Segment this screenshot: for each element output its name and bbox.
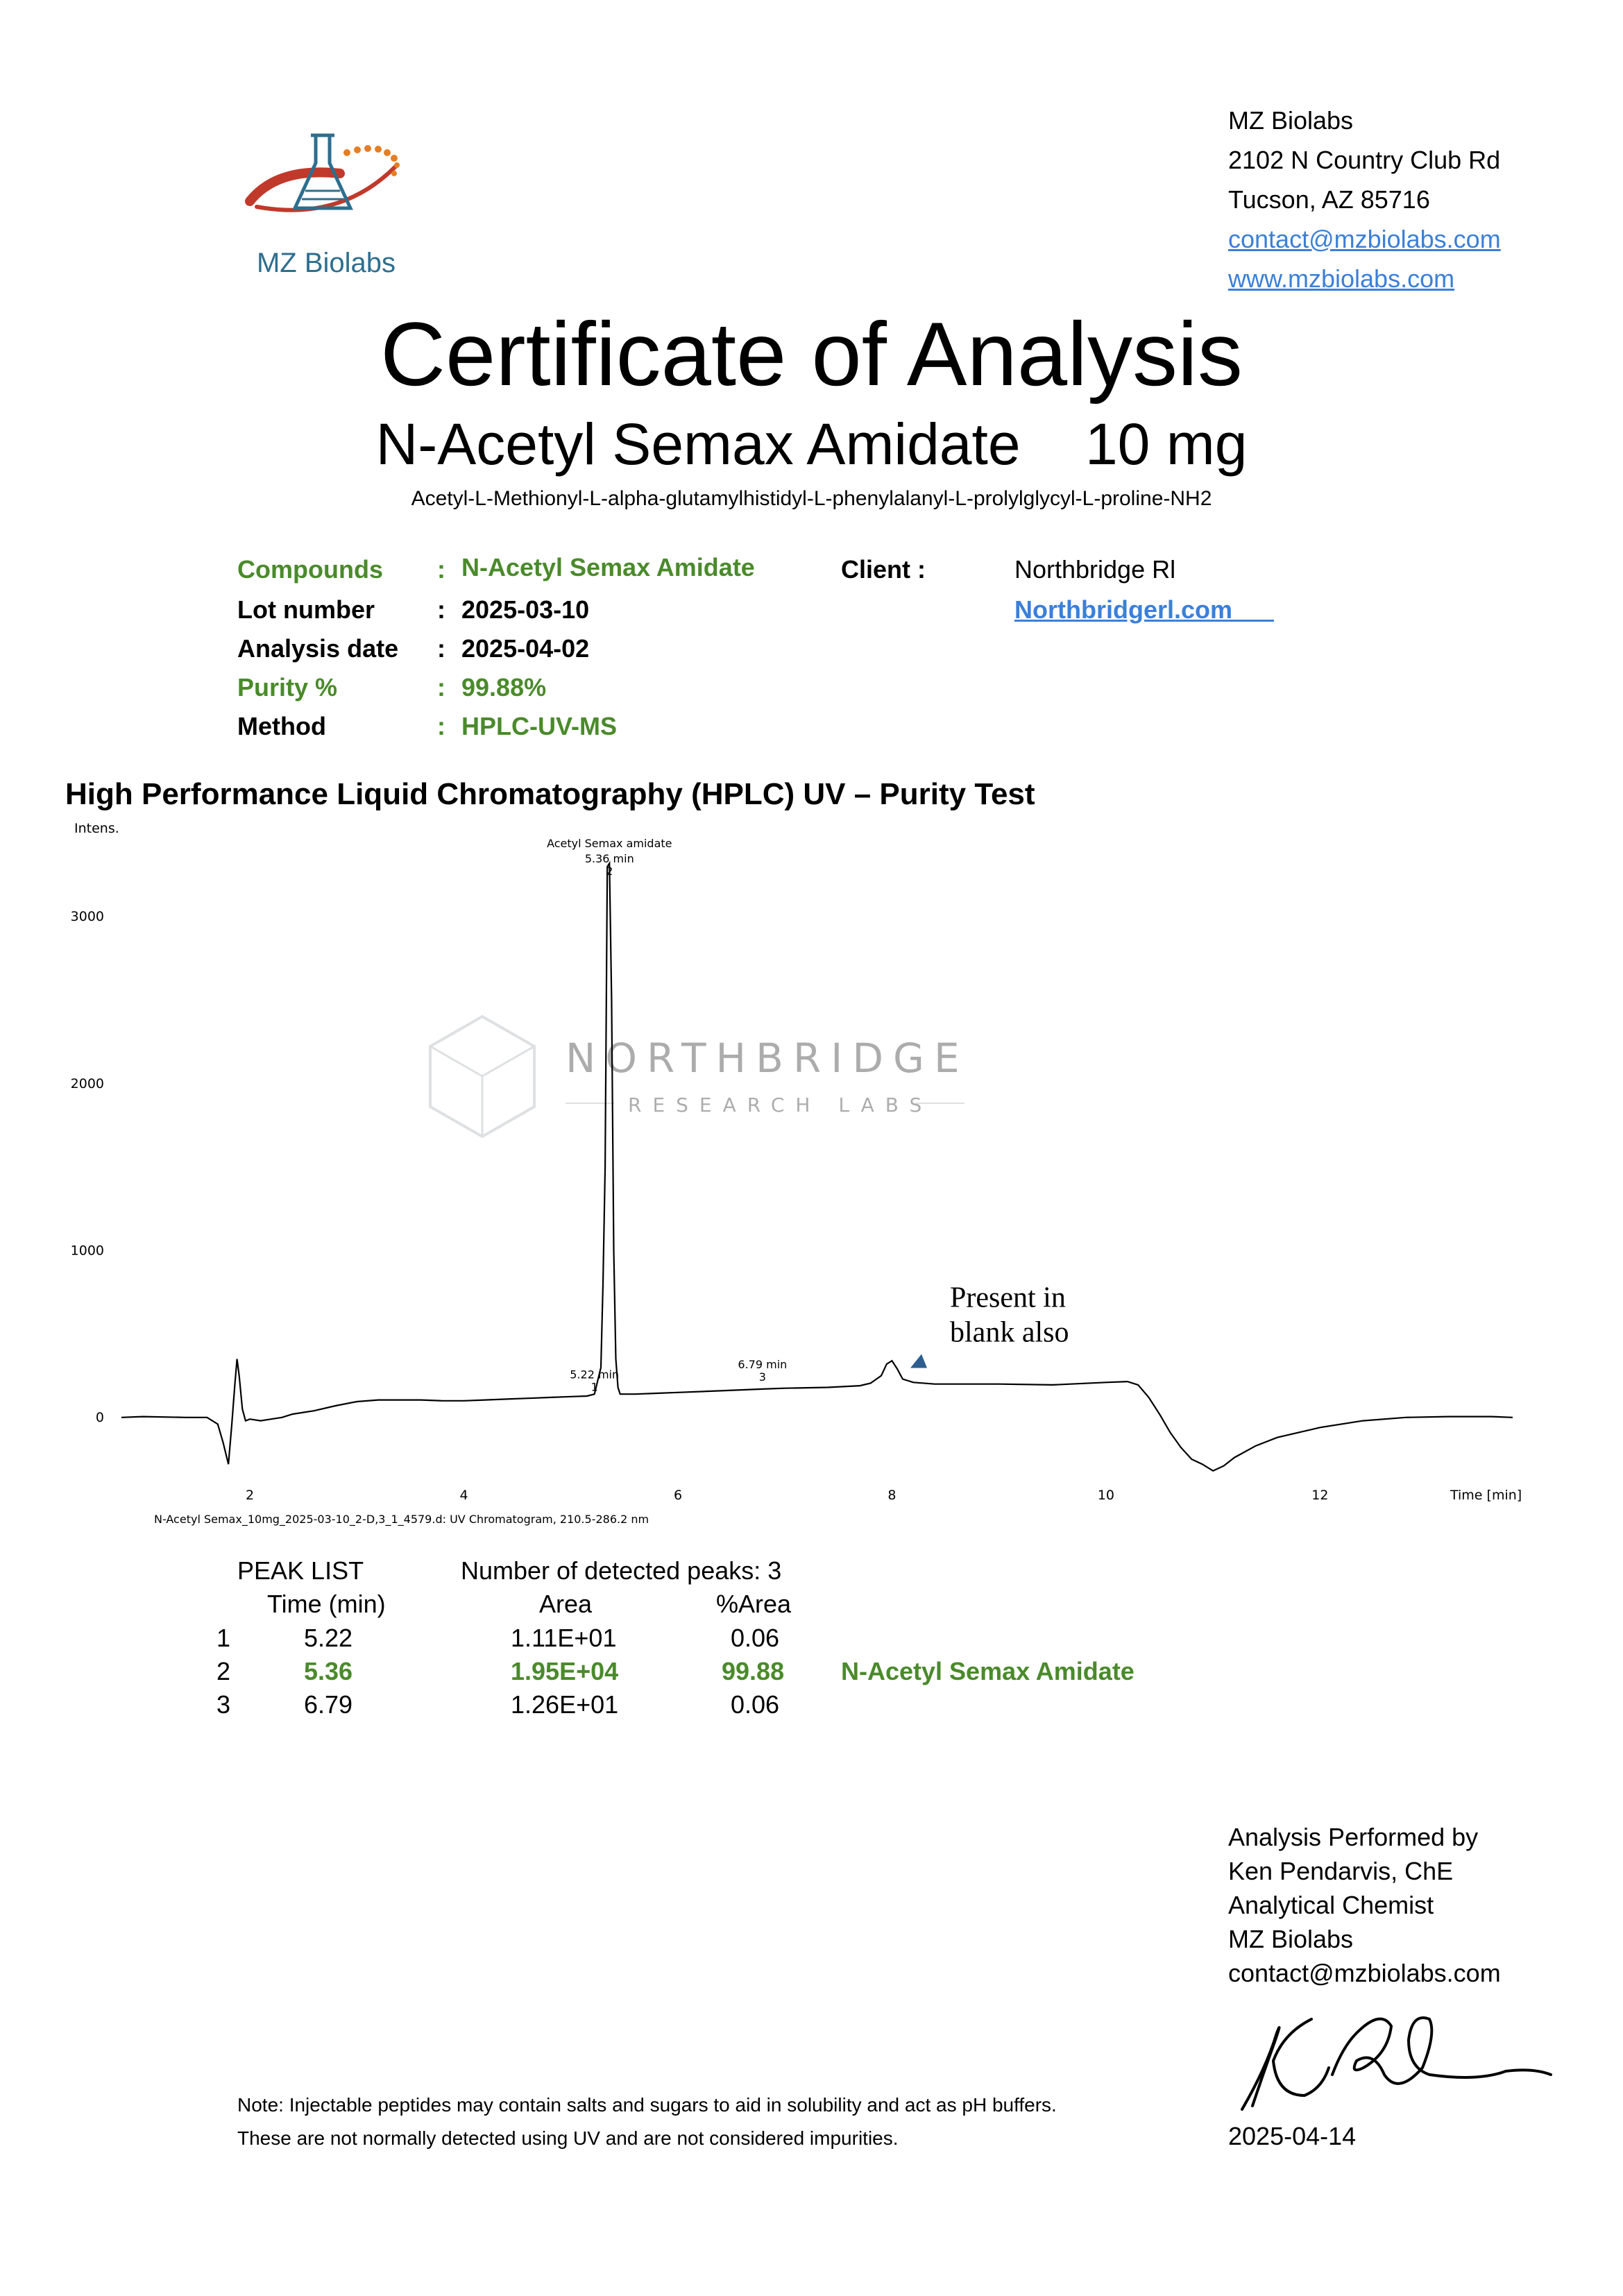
lab-logo xyxy=(236,125,416,278)
watermark xyxy=(430,1017,969,1137)
peak-area: 1.11E+01 xyxy=(511,1624,617,1652)
colon: : xyxy=(437,673,445,701)
annotation-text: blank also xyxy=(950,1316,1069,1349)
y-tick-label: 3000 xyxy=(70,909,104,925)
watermark-line2: RESEARCH LABS xyxy=(628,1094,933,1116)
date-label: Analysis date xyxy=(237,634,399,663)
peak-count: Number of detected peaks: 3 xyxy=(461,1556,782,1585)
date-value: 2025-04-02 xyxy=(461,634,590,663)
x-tick-label: 12 xyxy=(1311,1488,1329,1503)
peak-time-label: 5.22 min xyxy=(570,1368,620,1381)
purity-label: Purity % xyxy=(237,673,338,701)
signature-icon xyxy=(1200,1991,1575,2123)
logo-text: MZ Biolabs xyxy=(256,248,396,278)
header-area: Area xyxy=(539,1590,593,1618)
method-value: HPLC-UV-MS xyxy=(461,712,617,740)
page-title: Certificate of Analysis xyxy=(380,303,1243,405)
address-line: Tucson, AZ 85716 xyxy=(1228,185,1430,214)
signature-date: 2025-04-14 xyxy=(1228,2122,1357,2150)
peak-time: 5.36 xyxy=(304,1657,353,1685)
lot-value: 2025-03-10 xyxy=(461,595,590,624)
x-axis-label: Time [min] xyxy=(1450,1488,1522,1503)
peak-pct: 0.06 xyxy=(731,1690,780,1719)
peak-number-label: 3 xyxy=(758,1370,766,1384)
colon: : xyxy=(437,634,445,663)
peak-time-label: 5.36 min xyxy=(584,852,634,866)
peak-pct: 0.06 xyxy=(731,1624,780,1652)
product-title xyxy=(0,409,1623,479)
x-tick-label: 2 xyxy=(246,1488,255,1503)
lab-address xyxy=(1228,101,1501,298)
client-name: Northbridge Rl xyxy=(1014,555,1176,584)
peak-number: 3 xyxy=(216,1690,231,1719)
peptide-sequence: Acetyl-L-Methionyl-L-alpha-glutamylhistidyl-L-phenylalanyl-L-prolylglycyl-L-proline-NH2 xyxy=(411,487,1212,510)
axes xyxy=(71,909,1329,1503)
peak-name-label: Acetyl Semax amidate xyxy=(547,837,672,851)
email-link[interactable]: contact@mzbiolabs.com xyxy=(1228,225,1501,253)
address-line: 2102 N Country Club Rd xyxy=(1228,146,1501,174)
header-pct: %Area xyxy=(716,1590,792,1618)
y-tick-label: 1000 xyxy=(70,1243,104,1259)
peak-time-label: 6.79 min xyxy=(738,1357,788,1371)
y-axis-label: Intens. xyxy=(74,821,119,836)
note-line: These are not normally detected using UV and are not considered impurities. xyxy=(237,2127,899,2149)
colon: : xyxy=(437,595,445,624)
peak-number-label: 1 xyxy=(590,1380,598,1394)
website-link[interactable]: www.mzbiolabs.com xyxy=(1228,264,1455,293)
product-amount: 10 mg xyxy=(1085,411,1248,477)
peak-list-title: PEAK LIST xyxy=(237,1556,364,1585)
peak-number: 1 xyxy=(216,1624,231,1652)
y-tick-label: 0 xyxy=(95,1409,104,1425)
note xyxy=(237,2089,1057,2155)
x-tick-label: 8 xyxy=(887,1488,897,1503)
analyst-line: Analysis Performed by xyxy=(1228,1823,1479,1851)
purity-value: 99.88% xyxy=(461,673,547,701)
annotation-arrow-icon xyxy=(910,1354,927,1368)
chromatogram-trace xyxy=(121,863,1513,1471)
x-tick-label: 10 xyxy=(1097,1488,1115,1503)
peak-time: 5.22 xyxy=(304,1624,353,1652)
analyst-line: MZ Biolabs xyxy=(1228,1925,1354,1953)
client-label: Client : xyxy=(841,555,926,584)
analyst-line: contact@mzbiolabs.com xyxy=(1228,1959,1501,1987)
peak-time: 6.79 xyxy=(304,1690,353,1719)
colon: : xyxy=(437,555,445,584)
compounds-label: Compounds xyxy=(237,555,383,584)
flask-logo-icon xyxy=(236,125,416,243)
address-line: MZ Biolabs xyxy=(1228,106,1354,135)
peak-number: 2 xyxy=(216,1657,231,1685)
peak-pct: 99.88 xyxy=(722,1657,785,1685)
compounds-value: N-Acetyl Semax Amidate xyxy=(461,553,755,581)
lot-label: Lot number xyxy=(237,595,375,624)
method-label: Method xyxy=(237,712,326,740)
client-link[interactable]: Northbridgerl.com xyxy=(1014,595,1233,624)
header-time: Time (min) xyxy=(267,1590,386,1618)
peak-number-label: 2 xyxy=(606,865,613,878)
y-tick-label: 2000 xyxy=(70,1075,104,1091)
chromatogram-chart xyxy=(0,812,1623,1533)
peak-area: 1.95E+04 xyxy=(511,1657,619,1685)
analyst-line: Analytical Chemist xyxy=(1228,1891,1434,1919)
chart-footer: N-Acetyl Semax_10mg_2025-03-10_2-D,3_1_4579.d: UV Chromatogram, 210.5-286.2 nm xyxy=(154,1513,649,1526)
watermark-line1: NORTHBRIDGE xyxy=(566,1035,969,1082)
annotation xyxy=(910,1282,1069,1368)
peak-area: 1.26E+01 xyxy=(511,1690,619,1719)
analyst-line: Ken Pendarvis, ChE xyxy=(1228,1857,1454,1885)
section-title: High Performance Liquid Chromatography (HPLC) UV – Purity Test xyxy=(65,777,1035,811)
x-tick-label: 4 xyxy=(459,1488,468,1503)
colon: : xyxy=(437,712,445,740)
x-tick-label: 6 xyxy=(673,1488,683,1503)
product-name: N-Acetyl Semax Amidate xyxy=(375,411,1021,477)
note-line: Note: Injectable peptides may contain salts and sugars to aid in solubility and act as pH buffers. xyxy=(237,2094,1057,2116)
analyst-block xyxy=(1228,1820,1501,1990)
peak-compound: N-Acetyl Semax Amidate xyxy=(841,1657,1135,1685)
annotation-text: Present in xyxy=(950,1282,1066,1314)
